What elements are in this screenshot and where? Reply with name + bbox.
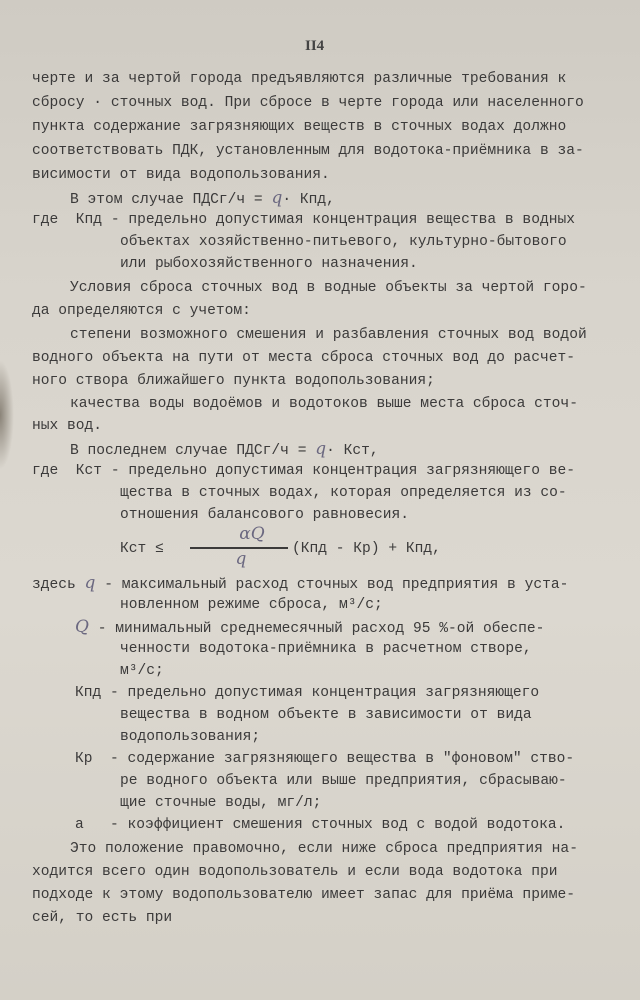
line-text: а - коэффициент смешения сточных вод с водой водотока.: [75, 817, 566, 833]
text-line: [32, 94, 584, 112]
text-line: [120, 706, 532, 724]
line-text: черте и за чертой города предъявляются различные требования к: [32, 71, 567, 87]
page-number: II4: [305, 38, 325, 54]
text-line: [120, 640, 532, 658]
line-text: соответствовать ПДК, установленным для водотока-приёмника в за-: [32, 143, 584, 159]
line-text: Кр - содержание загрязняющего вещества в "фоновом" ство-: [75, 751, 575, 767]
line-text: сбросу · сточных вод. При сбросе в черте города или населенного: [32, 95, 584, 111]
text-line: [70, 326, 587, 344]
text-line: [32, 302, 251, 320]
line-text: объектах хозяйственно-питьевого, культурно-бытового: [120, 234, 567, 250]
text-line: [120, 233, 567, 251]
text-line: [32, 372, 435, 390]
line-text: В этом случае ПДСг/ч =: [70, 192, 272, 208]
text-line: [32, 211, 575, 229]
text-line: [120, 662, 164, 680]
line-text: вещества в водном объекте в зависимости от вида: [120, 707, 532, 723]
line-text: - максимальный расход сточных вод предприятия в уста-: [95, 577, 569, 593]
text-line: [70, 440, 379, 458]
text-line: [70, 395, 578, 413]
text-line: [120, 794, 321, 812]
line-text: водного объекта на пути от места сброса сточных вод до расчет-: [32, 350, 575, 366]
text-line: [120, 596, 383, 614]
line-text: степени возможного смешения и разбавления сточных вод водой: [70, 327, 587, 343]
line-text: водопользования;: [120, 729, 261, 745]
line-text: пункта содержание загрязняющих веществ в сточных водах должно: [32, 119, 567, 135]
text-line: [32, 166, 330, 184]
text-line: [32, 70, 566, 88]
formula-numerator: αQ: [239, 524, 265, 544]
text-line: [32, 886, 575, 904]
text-line: [32, 417, 102, 435]
line-text: ченности водотока-приёмника в расчетном створе,: [120, 641, 532, 657]
line-text: Кпд - предельно допустимая концентрация загрязняющего: [75, 685, 540, 701]
line-text: да определяются с учетом:: [32, 303, 251, 319]
line-text: В последнем случае ПДСг/ч =: [70, 443, 316, 459]
text-line: [120, 255, 418, 273]
text-line: [32, 349, 575, 367]
line-text: отношения балансового равновесия.: [120, 507, 410, 523]
text-line: [70, 279, 587, 297]
handwritten-symbol: q: [84, 573, 96, 593]
line-text: Это положение правомочно, если ниже сброса предприятия на-: [70, 841, 578, 857]
line-text: щие сточные воды, мг/л;: [120, 795, 322, 811]
text-line: [32, 574, 568, 592]
handwritten-symbol: q: [271, 188, 283, 208]
line-text: ре водного объекта или выше предприятия, сбрасываю-: [120, 773, 567, 789]
line-text: ходится всего один водопользователь и если вода водотока при: [32, 864, 558, 880]
hand-shadow: [0, 360, 14, 470]
text-line: [75, 750, 574, 768]
text-line: [70, 840, 578, 858]
line-text: новленном режиме сброса, м³/с;: [120, 597, 383, 613]
line-text: или рыбохозяйственного назначения.: [120, 256, 418, 272]
formula-rhs: (Кпд - Кр) + Кпд,: [292, 541, 441, 557]
formula-lhs: Кст ≤: [120, 541, 164, 557]
line-text: ных вод.: [32, 418, 103, 434]
line-text: Условия сброса сточных вод в водные объекты за чертой горо-: [70, 280, 587, 296]
text-line: [32, 142, 584, 160]
text-line: [32, 909, 172, 927]
line-text: ного створа ближайшего пункта водопользования;: [32, 373, 435, 389]
text-line: [75, 684, 539, 702]
line-text: здесь: [32, 577, 85, 593]
text-line: [120, 772, 567, 790]
line-text: где Кпд - предельно допустимая концентрация вещества в водных: [32, 212, 575, 228]
handwritten-symbol: Q: [75, 617, 89, 637]
line-text: · Кпд,: [282, 192, 335, 208]
line-text: качества воды водоёмов и водотоков выше места сброса сточ-: [70, 396, 578, 412]
line-text: - минимальный среднемесячный расход 95 %-ой обеспе-: [88, 621, 545, 637]
line-text: подходе к этому водопользователю имеет запас для приёма приме-: [32, 887, 575, 903]
text-line: [32, 118, 566, 136]
text-line: [75, 816, 565, 834]
line-text: сей, то есть при: [32, 910, 173, 926]
handwritten-symbol: q: [315, 439, 327, 459]
line-text: · Кст,: [326, 443, 379, 459]
text-line: [120, 506, 409, 524]
text-line: [120, 484, 567, 502]
text-line: [32, 462, 575, 480]
text-line: [32, 863, 557, 881]
text-line: [75, 618, 544, 636]
text-line: [120, 728, 260, 746]
line-text: м³/с;: [120, 663, 164, 679]
line-text: щества в сточных водах, которая определяется из со-: [120, 485, 567, 501]
formula-denominator: q: [235, 549, 247, 569]
text-line: [70, 189, 335, 207]
balance-formula: [120, 524, 520, 570]
line-text: висимости от вида водопользования.: [32, 167, 330, 183]
line-text: где Кст - предельно допустимая концентрация загрязняющего ве-: [32, 463, 575, 479]
